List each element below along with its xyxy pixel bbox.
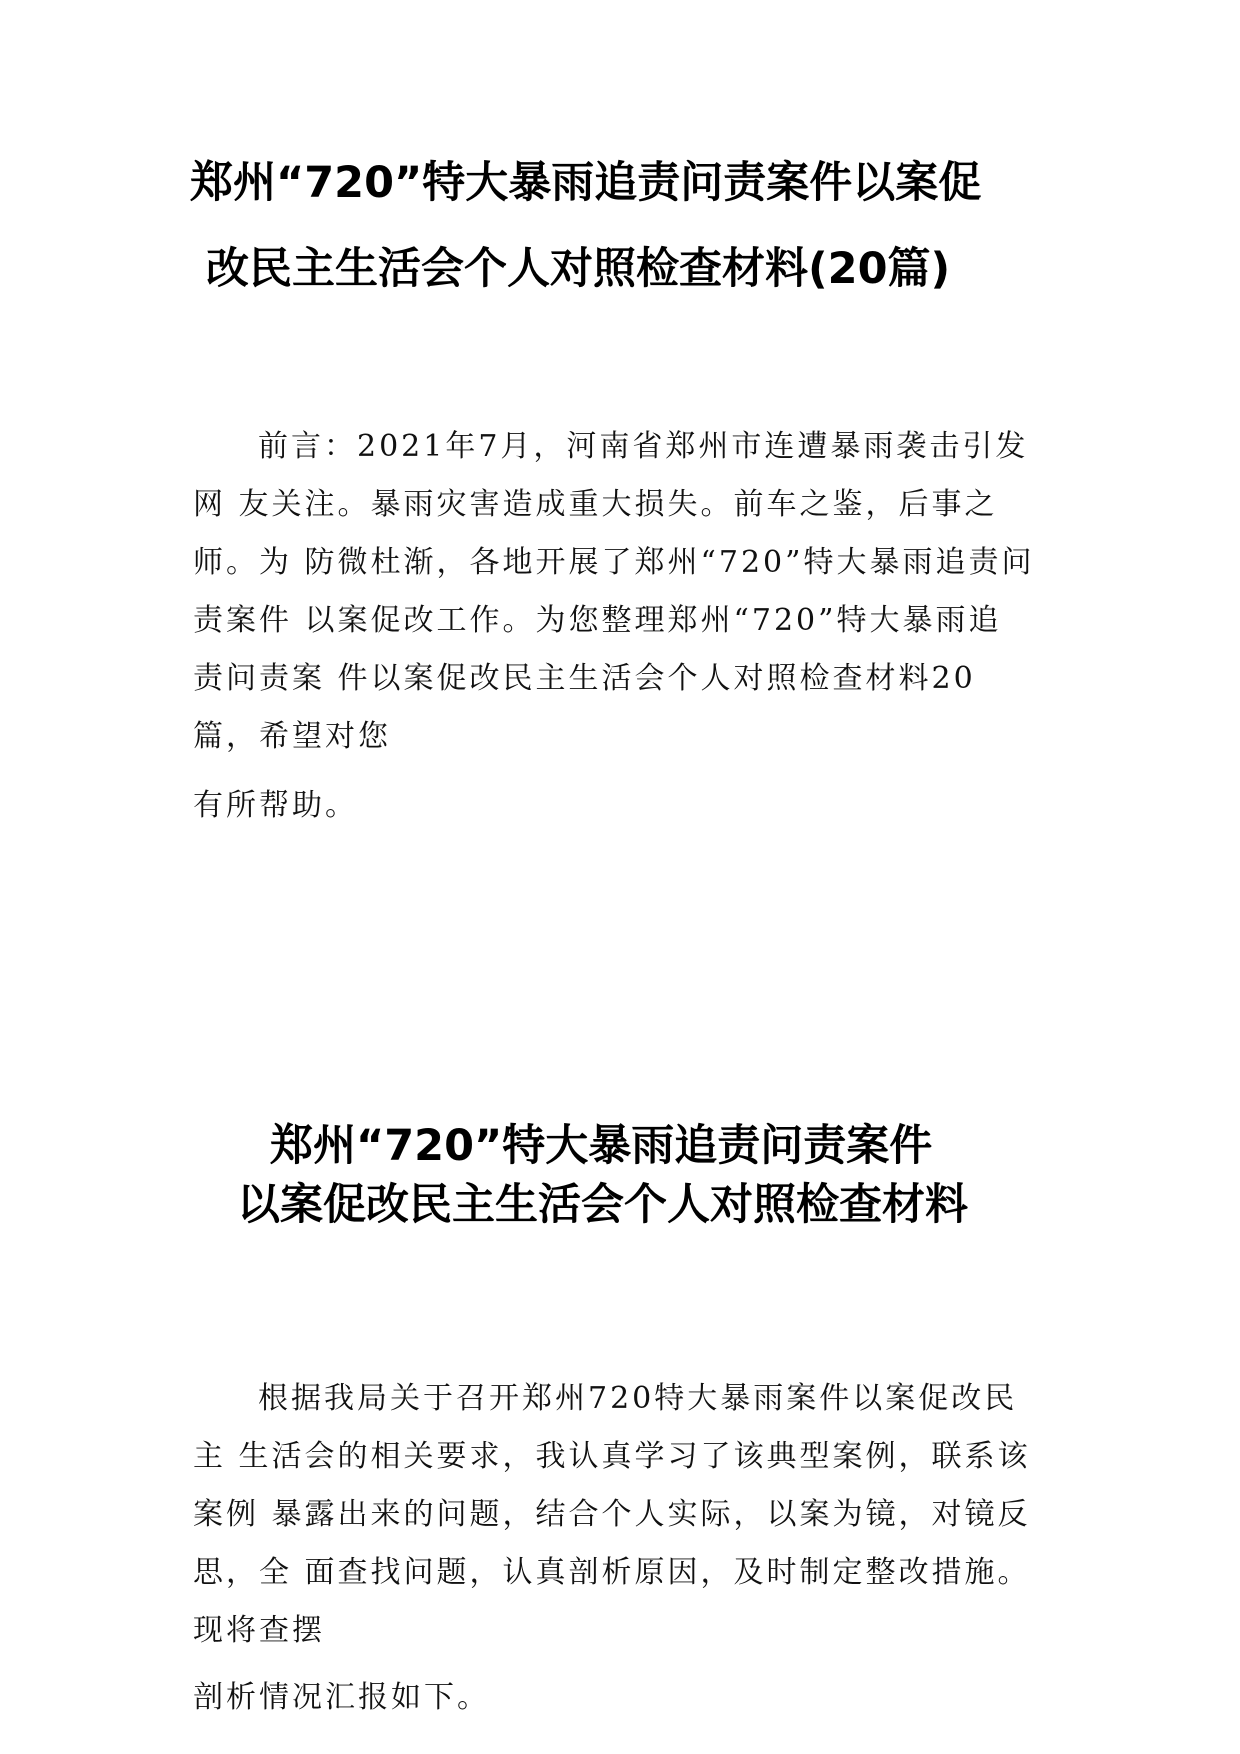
- preface-line: 网 友关注。暴雨灾害造成重大损失。前车之鉴，后事之: [193, 487, 998, 522]
- preface-line: 篇，希望对您: [193, 719, 391, 754]
- preface-line: 师。为 防微杜渐，各地开展了郑州“720”特大暴雨追责问: [193, 545, 1035, 580]
- section-title-line-2: 以案促改民主生活会个人对照检查材料: [237, 1180, 968, 1230]
- doc-title-line-2: 改民主生活会个人对照检查材料(20篇): [206, 244, 951, 294]
- section-body-line: 主 生活会的相关要求，我认真学习了该典型案例，联系该: [193, 1439, 1031, 1474]
- doc-title-line-1: 郑州“720”特大暴雨追责问责案件以案促: [190, 158, 982, 208]
- section-title-line-1: 郑州“720”特大暴雨追责问责案件: [270, 1121, 933, 1171]
- preface-line: 有所帮助。: [193, 788, 358, 823]
- preface-line: 责问责案 件以案促改民主生活会个人对照检查材料20: [193, 661, 976, 696]
- section-body-line: 根据我局关于召开郑州720特大暴雨案件以案促改民: [258, 1381, 1018, 1416]
- section-body-line: 剖析情况汇报如下。: [193, 1680, 490, 1715]
- section-body-line: 案例 暴露出来的问题，结合个人实际，以案为镜，对镜反: [193, 1497, 1031, 1532]
- section-body-line: 思，全 面查找问题，认真剖析原因，及时制定整改措施。: [193, 1555, 1031, 1590]
- preface-line: 责案件 以案促改工作。为您整理郑州“720”特大暴雨追: [193, 603, 1002, 638]
- section-body-line: 现将查摆: [193, 1613, 325, 1648]
- preface-line: 前言：2021年7月，河南省郑州市连遭暴雨袭击引发: [258, 429, 1029, 464]
